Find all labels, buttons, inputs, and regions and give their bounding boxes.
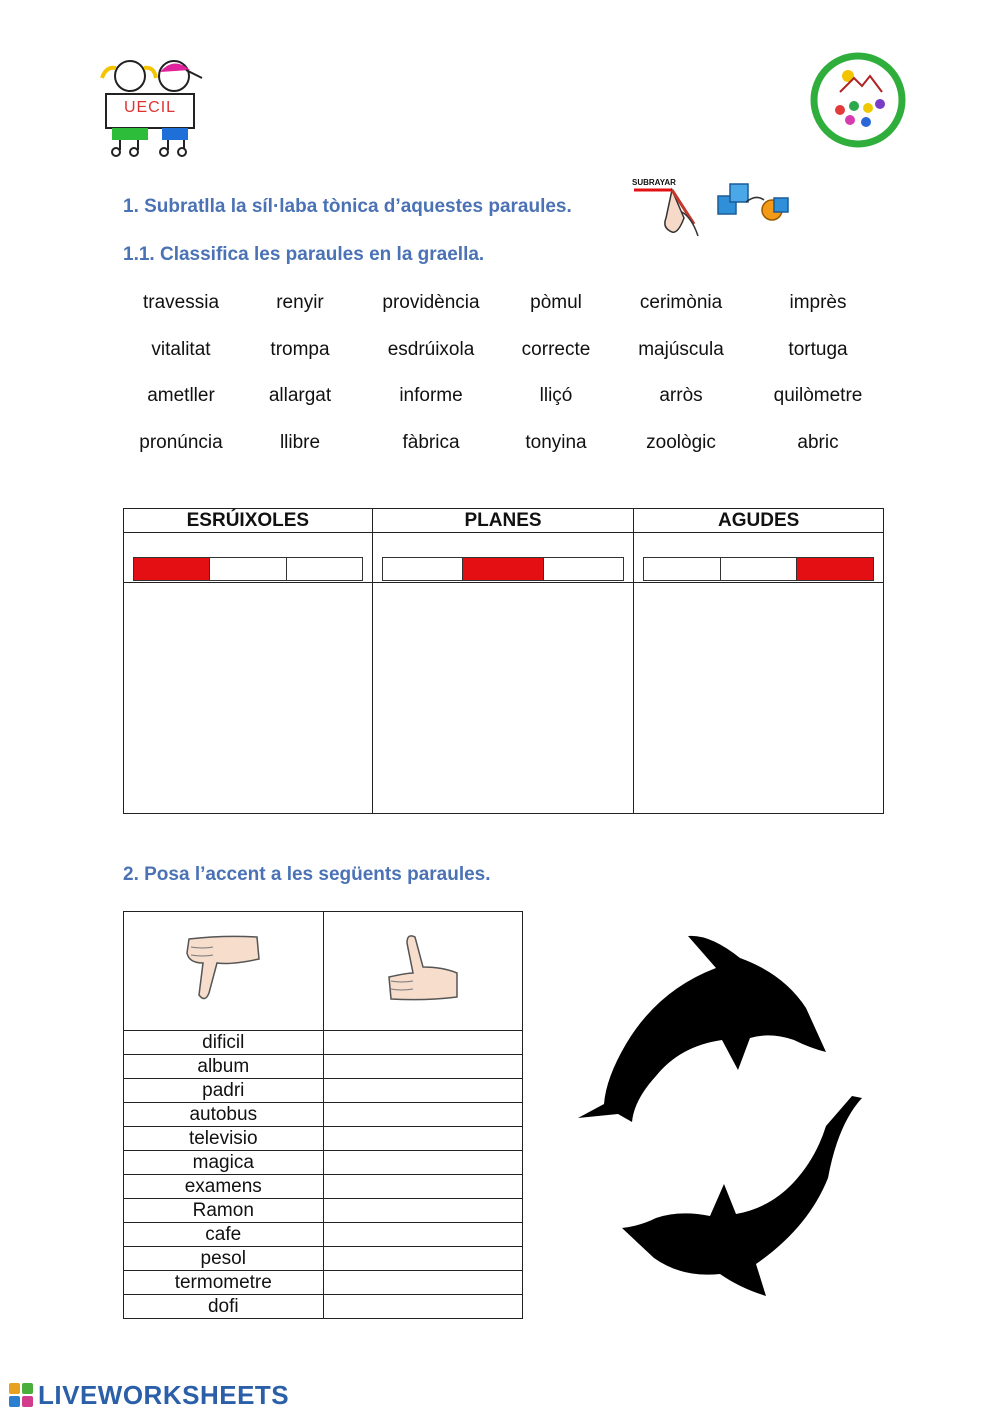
- accent-word: termometre: [124, 1271, 324, 1295]
- thumbs-up-icon: [383, 933, 463, 1003]
- accent-word: dificil: [124, 1031, 324, 1055]
- word: arròs: [659, 385, 703, 406]
- answer-cell-agudes[interactable]: [634, 583, 884, 814]
- exercise1-title: 1. Subratlla la síl·laba tònica d’aquestes paraules.: [123, 196, 572, 217]
- liveworksheets-logo-icon: [8, 1382, 34, 1408]
- word: cerimònia: [639, 292, 723, 313]
- accent-word: examens: [124, 1175, 324, 1199]
- answer-cell-esdruixoles[interactable]: [124, 583, 373, 814]
- answer-cell[interactable]: [323, 1175, 522, 1199]
- answer-cell[interactable]: [323, 1151, 522, 1175]
- answer-cell[interactable]: [323, 1103, 522, 1127]
- accent-word: pesol: [124, 1247, 324, 1271]
- answer-cell[interactable]: [323, 1079, 522, 1103]
- column-header-agudes: AGUDES: [634, 509, 884, 533]
- accent-word: padri: [124, 1079, 324, 1103]
- word: trompa: [270, 339, 330, 360]
- answer-cell-planes[interactable]: [372, 583, 634, 814]
- uecil-logo-text: UECIL: [123, 99, 177, 116]
- exercise2-title: 2. Posa l’accent a les següents paraules.: [123, 864, 491, 885]
- classification-table: [123, 508, 884, 814]
- syllable-indicator-cell: [372, 533, 634, 583]
- word: renyir: [276, 292, 324, 313]
- answer-cell[interactable]: [323, 1199, 522, 1223]
- accent-table: [123, 911, 523, 1319]
- answer-cell[interactable]: [323, 1247, 522, 1271]
- underline-pictogram: [632, 178, 704, 238]
- word: allargat: [268, 385, 332, 406]
- dolphin-bottom-icon: [622, 1096, 862, 1296]
- answer-cell[interactable]: [323, 1223, 522, 1247]
- word: zoològic: [646, 432, 716, 453]
- word: vitalitat: [151, 339, 211, 360]
- accent-word: televisio: [124, 1127, 324, 1151]
- word: tortuga: [788, 339, 848, 360]
- accent-word: dofi: [124, 1295, 324, 1319]
- word: pòmul: [530, 292, 582, 313]
- word: imprès: [789, 292, 847, 313]
- word: llibre: [279, 432, 321, 453]
- uecil-logo: [98, 58, 208, 158]
- word: majúscula: [638, 339, 724, 360]
- thumbs-down-cell: [124, 912, 324, 1031]
- answer-cell[interactable]: [323, 1271, 522, 1295]
- word: fàbrica: [402, 432, 460, 453]
- accent-word: Ramon: [124, 1199, 324, 1223]
- word: ametller: [147, 385, 215, 406]
- answer-cell[interactable]: [323, 1127, 522, 1151]
- column-header-esdruixoles: ESRÚIXOLES: [124, 509, 373, 533]
- brand-name: LIVEWORKSHEETS: [38, 1379, 290, 1410]
- word: lliçó: [539, 385, 573, 406]
- accent-word: magica: [124, 1151, 324, 1175]
- syllable-indicator-cell: [634, 533, 884, 583]
- dolphins-illustration: [570, 928, 870, 1308]
- dolphin-top-icon: [578, 936, 826, 1122]
- thumbs-up-cell: [323, 912, 522, 1031]
- word: informe: [399, 385, 463, 406]
- subrayar-label: SUBRAYAR: [632, 178, 676, 187]
- footer-branding: [8, 1380, 289, 1410]
- answer-cell[interactable]: [323, 1031, 522, 1055]
- word: providència: [382, 292, 480, 313]
- word: quilòmetre: [773, 385, 863, 406]
- accent-word: cafe: [124, 1223, 324, 1247]
- word: esdrúixola: [387, 339, 475, 360]
- syllable-indicator-cell: [124, 533, 373, 583]
- word: pronúncia: [139, 432, 223, 453]
- school-seal-logo: [810, 52, 906, 148]
- classify-pictogram: [716, 180, 792, 224]
- accent-word: album: [124, 1055, 324, 1079]
- thumbs-down-icon: [183, 933, 263, 1003]
- answer-cell[interactable]: [323, 1055, 522, 1079]
- syllable-indicator-aguda: [643, 557, 874, 581]
- word: correcte: [521, 339, 591, 360]
- word: tonyina: [525, 432, 587, 453]
- answer-cell[interactable]: [323, 1295, 522, 1319]
- syllable-indicator-esdruixola: [133, 557, 363, 581]
- column-header-planes: PLANES: [372, 509, 634, 533]
- accent-word: autobus: [124, 1103, 324, 1127]
- exercise1-subtitle: 1.1. Classifica les paraules en la graella.: [123, 244, 485, 265]
- word: abric: [797, 432, 839, 453]
- syllable-indicator-plana: [382, 557, 625, 581]
- word: travessia: [142, 292, 220, 313]
